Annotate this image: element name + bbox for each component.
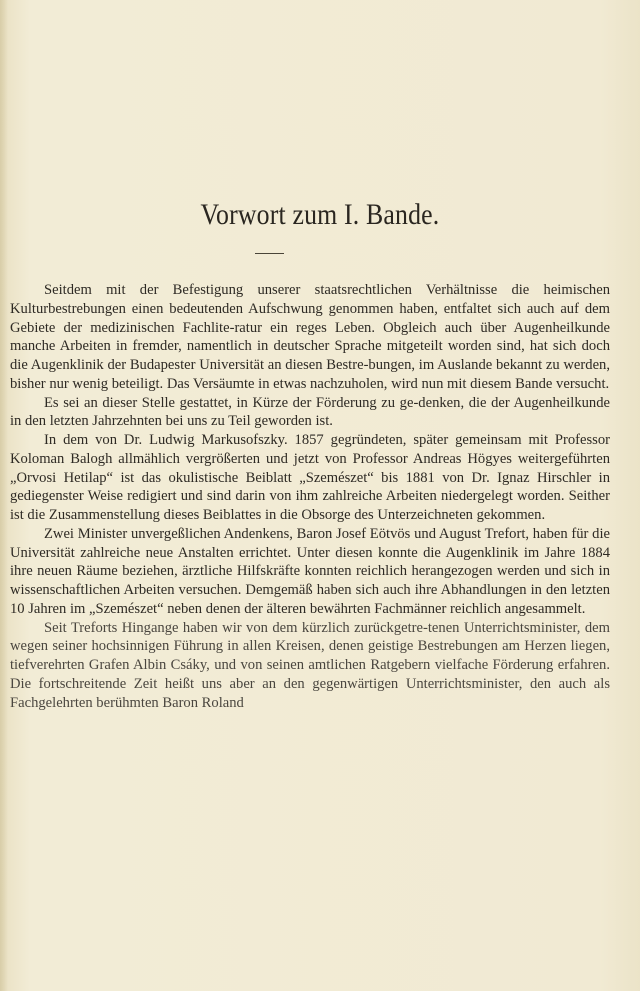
paragraph-2: Es sei an dieser Stelle gestattet, in Kürze der Förderung zu ge-denken, die der Augenheilkunde in den letzten Jahrzehnten bei uns zu Teil geworden ist. <box>10 394 610 430</box>
title-divider <box>255 253 284 254</box>
paragraph-4: Zwei Minister unvergeßlichen Andenkens, Baron Josef Eötvös und August Trefort, haben für die Universität zahlreiche neue Anstalten errichtet. Unter diesen konnte die Augenklinik im Jahre 1884 ihre neuen Räume beziehen, ärztliche Hilfskräfte konnten reichlich herangezogen werden und sich in wissenschaftlichen Arbeiten versuchen. Demgemäß haben sich auch ihre Abhandlungen in den letzten 10 Jahren im „Szemészet“ neben denen der älteren bewährten Fachmänner reichlich angesammelt. <box>10 525 610 617</box>
paragraph-1: Seitdem mit der Befestigung unserer staatsrechtlichen Verhältnisse die heimischen Kulturbestrebungen einen bedeutenden Aufschwung genommen haben, entfaltet sich auch auf dem Gebiete der medizinischen Fachlite-ratur ein reges Leben. Obgleich auch über Augenheilkunde manche Arbeiten in fremder, namentlich in deutscher Sprache mitgeteilt worden sind, hat sich doch die Augenklinik der Budapester Universität an diesen Bestre-bungen, im Auslande bekannt zu werden, bisher nur wenig beteiligt. Das Versäumte in etwas nachzuholen, wird nun mit diesem Bande versucht. <box>10 282 610 392</box>
body-text <box>10 281 610 712</box>
paragraph-3: In dem von Dr. Ludwig Markusofszky. 1857 gegründeten, später gemeinsam mit Professor Koloman Balogh allmählich vergrößerten und jetzt von Professor Andreas Högyes weitergeführten „Orvosi Hetilap“ ist das okulistische Beiblatt „Szemészet“ bis 1881 von Dr. Ignaz Hirschler in gediegenster Weise redigiert und sind darin von ihm zahlreiche Arbeiten niedergelegt worden. Seither ist die Zusammenstellung dieses Beiblattes in die Obsorge des Unterzeichneten gekommen. <box>10 432 610 523</box>
paragraph-5: Seit Treforts Hingange haben wir von dem kürzlich zurückgetre-tenen Unterrichtsminister, dem wegen seiner hochsinnigen Führung in allen Kreisen, denen geistige Bestrebungen am Herzen liegen, tiefverehrten Grafen Albin Csáky, und von seinen amtlichen Ratgebern vielfache Förderung erfahren. Die fortschreitende Zeit heißt uns aber an den gegenwärtigen Unterrichtsminister, den auch als Fachgelehrten berühmten Baron Roland <box>10 619 610 711</box>
page-title: Vorwort zum I. Bande. <box>200 198 440 231</box>
page-spine-shadow <box>0 0 8 991</box>
